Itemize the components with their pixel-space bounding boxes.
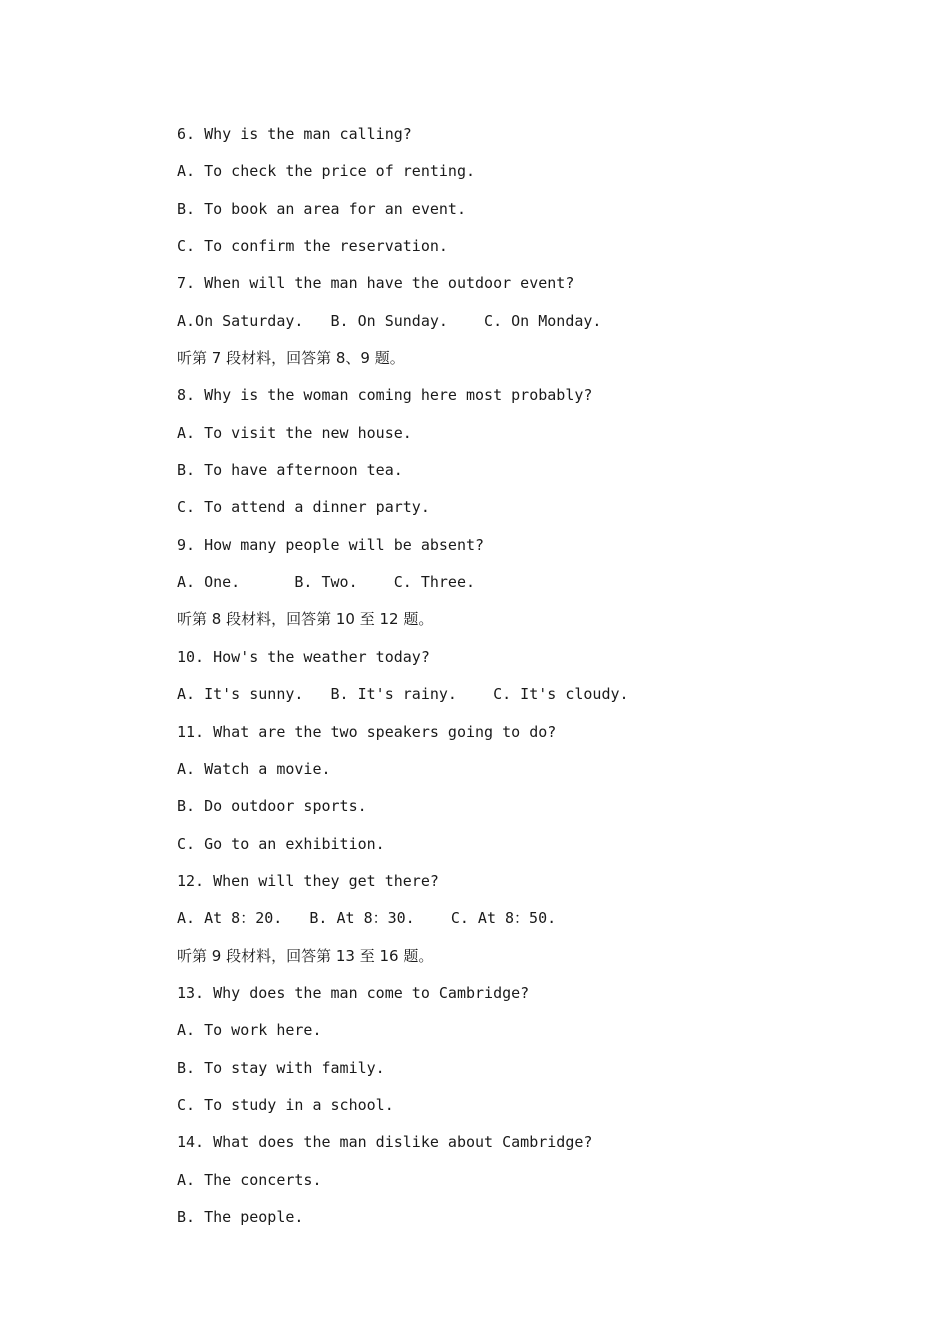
options-12: A. At 8：20. B. At 8：30. C. At 8：50. bbox=[177, 909, 557, 928]
question-7: 7. When will the man have the outdoor event? bbox=[177, 274, 575, 293]
options-9: A. One. B. Two. C. Three. bbox=[177, 573, 476, 592]
section-header-9: 听第 9 段材料，回答第 13 至 16 题。 bbox=[177, 946, 434, 965]
question-13: 13. Why does the man come to Cambridge? bbox=[177, 983, 530, 1002]
section-header-8: 听第 8 段材料，回答第 10 至 12 题。 bbox=[177, 610, 434, 629]
option-11b: B. Do outdoor sports. bbox=[177, 797, 367, 816]
option-11c: C. Go to an exhibition. bbox=[177, 834, 385, 853]
option-8b: B. To have afternoon tea. bbox=[177, 461, 403, 480]
option-13c: C. To study in a school. bbox=[177, 1095, 394, 1114]
question-11: 11. What are the two speakers going to do? bbox=[177, 722, 557, 741]
option-11a: A. Watch a movie. bbox=[177, 759, 331, 778]
question-9: 9. How many people will be absent? bbox=[177, 535, 485, 554]
question-10: 10. How's the weather today? bbox=[177, 647, 430, 666]
question-8: 8. Why is the woman coming here most probably? bbox=[177, 386, 593, 405]
option-13b: B. To stay with family. bbox=[177, 1058, 385, 1077]
options-10: A. It's sunny. B. It's rainy. C. It's cloudy. bbox=[177, 685, 629, 704]
option-6c: C. To confirm the reservation. bbox=[177, 237, 448, 256]
question-14: 14. What does the man dislike about Cambridge? bbox=[177, 1133, 593, 1152]
option-8c: C. To attend a dinner party. bbox=[177, 498, 430, 517]
section-header-7: 听第 7 段材料，回答第 8、9 题。 bbox=[177, 349, 405, 368]
option-6a: A. To check the price of renting. bbox=[177, 162, 476, 181]
option-13a: A. To work here. bbox=[177, 1021, 322, 1040]
option-6b: B. To book an area for an event. bbox=[177, 199, 466, 218]
question-list bbox=[177, 120, 877, 1240]
question-6: 6. Why is the man calling? bbox=[177, 125, 412, 143]
option-8a: A. To visit the new house. bbox=[177, 423, 412, 442]
option-14b: B. The people. bbox=[177, 1207, 304, 1226]
option-14a: A. The concerts. bbox=[177, 1170, 322, 1189]
question-12: 12. When will they get there? bbox=[177, 871, 439, 890]
options-7: A.On Saturday. B. On Sunday. C. On Monday. bbox=[177, 311, 602, 330]
